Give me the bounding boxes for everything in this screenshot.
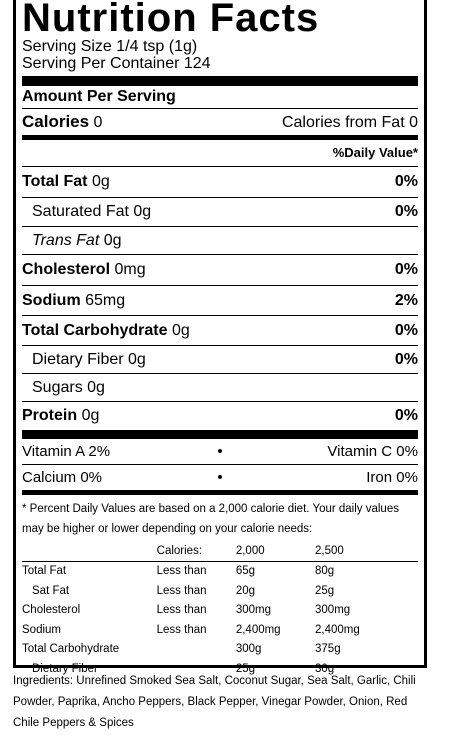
nutrient-label: Dietary Fiber (32, 351, 124, 368)
nutrient-label: Trans Fat (32, 232, 100, 249)
vitamin-a: Vitamin A 2% (22, 443, 111, 460)
table-cell: 25g (235, 662, 256, 675)
nutrient-label: Sodium (22, 292, 81, 309)
table-cell: 2,400mg (315, 623, 360, 636)
nutrient-dv: 0% (394, 203, 418, 220)
thick-divider (22, 76, 418, 86)
nutrient-row-total-carbohydrate (22, 316, 418, 346)
iron: Iron 0% (366, 469, 418, 486)
nutrient-row-sugars (22, 374, 418, 402)
table-cell: 80g (315, 565, 335, 578)
nutrient-label: Total Fat (22, 173, 88, 190)
vitamin-c: Vitamin C 0% (327, 443, 418, 460)
nutrient-row-total-fat (22, 167, 418, 198)
table-row (22, 601, 418, 621)
nutrient-row-sodium (22, 286, 418, 316)
nutrient-row-protein (22, 402, 418, 430)
nutrient-dv: 2% (394, 292, 418, 309)
table-cell: Less than (156, 565, 207, 578)
ingredients-text: Ingredients: Unrefined Smoked Sea Salt, Coconut Sugar, Sea Salt, Garlic, Chili Powder, Paprika, Ancho Peppers, Black Pepper, Vinegar Powder, Onion, Red Chile Peppers & Spices (13, 675, 416, 729)
nutrient-dv: 0% (394, 351, 418, 368)
nutrient-amount: 0g (171, 322, 190, 339)
nutrient-amount: 0g (91, 173, 110, 190)
daily-value-header: %Daily Value* (332, 145, 418, 160)
nutrient-amount: 65mg (85, 292, 126, 309)
table-cell (157, 640, 236, 660)
table-cell: 300mg (315, 604, 351, 617)
table-cell: 300g (235, 643, 262, 656)
table-row (22, 561, 418, 581)
amount-per-serving: Amount Per Serving (22, 88, 176, 105)
calories-row (22, 109, 418, 135)
table-cell: Less than (156, 623, 207, 636)
nutrient-label: Sugars (32, 379, 83, 396)
table-cell: Total Fat (22, 565, 67, 578)
table-cell: 375g (315, 643, 341, 656)
table-row (22, 581, 418, 601)
nutrient-row-saturated-fat (22, 198, 418, 227)
table-cell: 20g (235, 584, 256, 597)
table-cell: 300mg (235, 604, 271, 617)
table-row (22, 640, 418, 660)
calories-label-wrap (22, 109, 102, 136)
table-cell: 2,400mg (235, 623, 281, 636)
nutrient-amount: 0g (103, 232, 122, 249)
vitamin-row (22, 465, 418, 490)
nutrient-amount: 0g (133, 203, 152, 220)
table-cell: Sat Fat (32, 584, 70, 597)
nutrient-row-trans-fat (22, 227, 418, 255)
calories-label: Calories (22, 112, 90, 131)
bullet-separator: • (217, 469, 223, 486)
table-cell: Cholesterol (22, 604, 81, 617)
table-cell: Total Carbohydrate (22, 643, 120, 656)
daily-value-footnote: * Percent Daily Values are based on a 2,000 calorie diet. Your daily values may be higher or lower depending on your calorie needs: (22, 503, 399, 535)
table-cell: Dietary Fiber (32, 662, 98, 675)
nutrient-amount: 0g (128, 351, 146, 368)
calories-from-fat: Calories from Fat 0 (281, 114, 418, 131)
nutrient-label: Saturated Fat (32, 203, 129, 220)
daily-value-header-row (22, 140, 418, 167)
nutrient-dv: 0% (394, 261, 418, 278)
nutrient-amount: 0mg (114, 261, 146, 278)
table-cell: Less than (156, 604, 207, 617)
table-cell: Sodium (22, 623, 61, 636)
table-cell: 30g (315, 662, 335, 675)
nutrient-label: Cholesterol (22, 261, 111, 278)
amount-per-serving-row (22, 86, 418, 109)
nutrient-dv: 0% (394, 173, 418, 190)
nutrient-dv: 0% (394, 322, 418, 339)
label-title: Nutrition Facts (22, 0, 320, 40)
table-cell: 65g (235, 565, 256, 578)
daily-value-reference-table (22, 541, 418, 679)
nutrient-row-dietary-fiber (22, 346, 418, 374)
nutrient-amount: 0g (87, 379, 105, 396)
nutrient-amount: 0g (81, 407, 100, 424)
medium-divider (22, 490, 418, 495)
nutrient-label: Total Carbohydrate (22, 322, 168, 339)
nutrient-label: Protein (22, 407, 78, 424)
serving-size: Serving Size 1/4 tsp (1g) (22, 38, 198, 55)
servings-per-container: Serving Per Container 124 (22, 55, 211, 72)
nutrient-row-cholesterol (22, 255, 418, 286)
table-cell: Calories: (157, 541, 236, 561)
nutrition-label (13, 0, 427, 675)
calories-value: 0 (93, 114, 103, 131)
table-cell (22, 541, 157, 561)
table-cell: 2,500 (315, 541, 418, 561)
calcium: Calcium 0% (22, 469, 103, 486)
table-row (22, 620, 418, 640)
bullet-separator: • (217, 443, 223, 460)
table-header-row (22, 541, 418, 561)
thick-divider (22, 430, 418, 439)
table-cell: Less than (156, 584, 207, 597)
table-cell: 25g (315, 584, 335, 597)
table-cell: 2,000 (236, 541, 315, 561)
vitamin-row (22, 439, 418, 465)
nutrient-dv: 0% (394, 407, 418, 424)
